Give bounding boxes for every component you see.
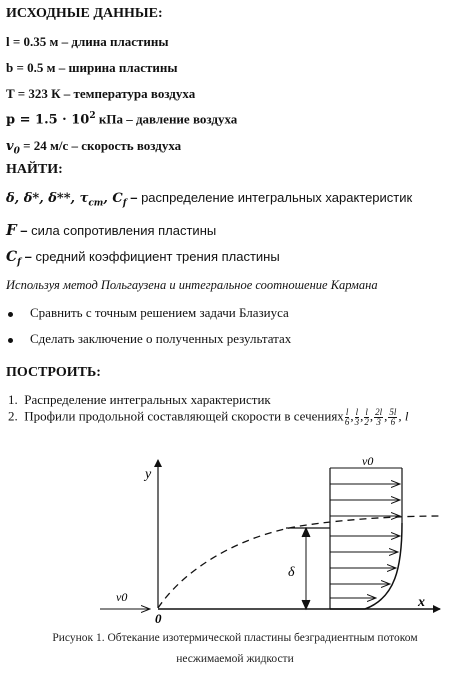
symbol-p: p <box>6 112 16 128</box>
find-integral-characteristics <box>6 190 412 209</box>
find-desc-2: сила сопротивления пластины <box>27 223 217 238</box>
pressure-value-a: = 1.5 · 10 <box>15 112 90 128</box>
figure-caption-line1: Рисунок 1. Обтекание изотермической пластины безградиентным потоком <box>52 632 418 644</box>
tau-sub: ст <box>88 198 104 209</box>
build-text-2: Профили продольной составляющей скорости в сечениях <box>24 408 344 424</box>
cf-symbol: , C <box>103 191 123 206</box>
fraction-tail: , l <box>398 408 409 424</box>
given-width <box>6 60 178 76</box>
given-temperature <box>6 86 195 102</box>
section-given-heading: ИСХОДНЫЕ ДАННЫЕ: <box>6 6 163 21</box>
pressure-desc: – давление воздуха <box>122 111 238 127</box>
build-text-1: Распределение интегральных характеристик <box>24 392 271 407</box>
origin-label: 0 <box>155 611 162 626</box>
length-desc: – длина пластины <box>58 34 169 49</box>
delta-arrow-down <box>302 600 310 609</box>
fraction-2l-3: $\frac{2l}{3}$ <box>375 407 383 427</box>
y-axis-label: y <box>145 467 152 482</box>
fraction-l-6: $\frac{l}{6}$ <box>344 407 350 427</box>
figure-caption-line2: несжимаемой жидкости <box>176 653 294 665</box>
width-desc: – ширина пластины <box>55 60 178 75</box>
fraction-l-3: $\frac{l}{3}$ <box>354 407 360 427</box>
velocity-value: = 24 м/с <box>19 138 69 153</box>
temperature-value: = 323 К <box>14 86 61 101</box>
given-pressure <box>6 111 237 127</box>
boundary-layer-edge <box>158 516 440 608</box>
bullet-dot <box>8 312 13 317</box>
cf-mean-sub: f <box>17 257 22 268</box>
fraction-l-2: $\frac{l}{2}$ <box>364 407 369 427</box>
find-dash-1: – <box>126 190 138 205</box>
fraction-5l-6: $\frac{5l}{6}$ <box>389 407 397 427</box>
pressure-exponent: 2 <box>89 111 96 121</box>
build-item-1 <box>8 392 271 408</box>
pressure-unit: кПа <box>95 111 123 127</box>
symbol-T: T <box>6 86 15 101</box>
delta-arrow-up <box>302 528 310 537</box>
symbol-v: v <box>6 139 14 154</box>
top-velocity-label: v0 <box>362 454 374 468</box>
bullet-item: Сравнить с точным решением задачи Блазиуса <box>30 305 289 320</box>
inflow-label: v0 <box>116 590 128 604</box>
build-item-2: 2. Профили продольной составляющей скорости в сечениях $\frac{l}{6}$ , $\frac{l}{3}$ , $\frac{l}{2}$ , $\frac{2l}{3}$ , $\frac{5l}{6}$ , l <box>8 407 409 427</box>
section-build-heading: ПОСТРОИТЬ: <box>6 365 101 380</box>
symbol-b: b <box>6 60 14 75</box>
length-value: = 0.35 м <box>9 34 59 49</box>
given-velocity <box>6 138 181 157</box>
cf-mean-symbol: C <box>6 249 18 265</box>
section-find-heading: НАЙТИ: <box>6 162 63 177</box>
build-num-1: 1. <box>8 392 18 407</box>
bullet-item: Сделать заключение о полученных результатах <box>30 331 292 346</box>
velocity-desc: – скорость воздуха <box>68 138 182 153</box>
given-length <box>6 34 169 50</box>
bullet-dot <box>8 338 13 343</box>
method-note: Используя метод Польгаузена и интегральное соотношение Кармана <box>6 278 378 292</box>
width-value: = 0.5 м <box>13 60 56 75</box>
build-num-2: 2. <box>8 408 18 424</box>
temperature-desc: – температура воздуха <box>60 86 196 101</box>
force-symbol: F <box>6 221 17 239</box>
boundary-layer-figure <box>0 448 470 648</box>
x-axis-label: x <box>418 595 425 610</box>
symbol-l: l <box>6 34 10 49</box>
find-friction-coef <box>6 249 280 268</box>
find-desc-3: средний коэффициент трения пластины <box>31 249 280 264</box>
find-desc-1: распределение интегральных характеристик <box>137 190 413 205</box>
find-symbols: δ, δ*, δ**, τ <box>6 191 89 206</box>
symbol-v-sub: 0 <box>13 146 20 157</box>
find-drag-force <box>6 221 216 239</box>
find-dash-2: – <box>16 223 28 238</box>
cf-sub: f <box>122 198 127 209</box>
delta-label: δ <box>288 565 295 580</box>
find-dash-3: – <box>21 249 32 264</box>
